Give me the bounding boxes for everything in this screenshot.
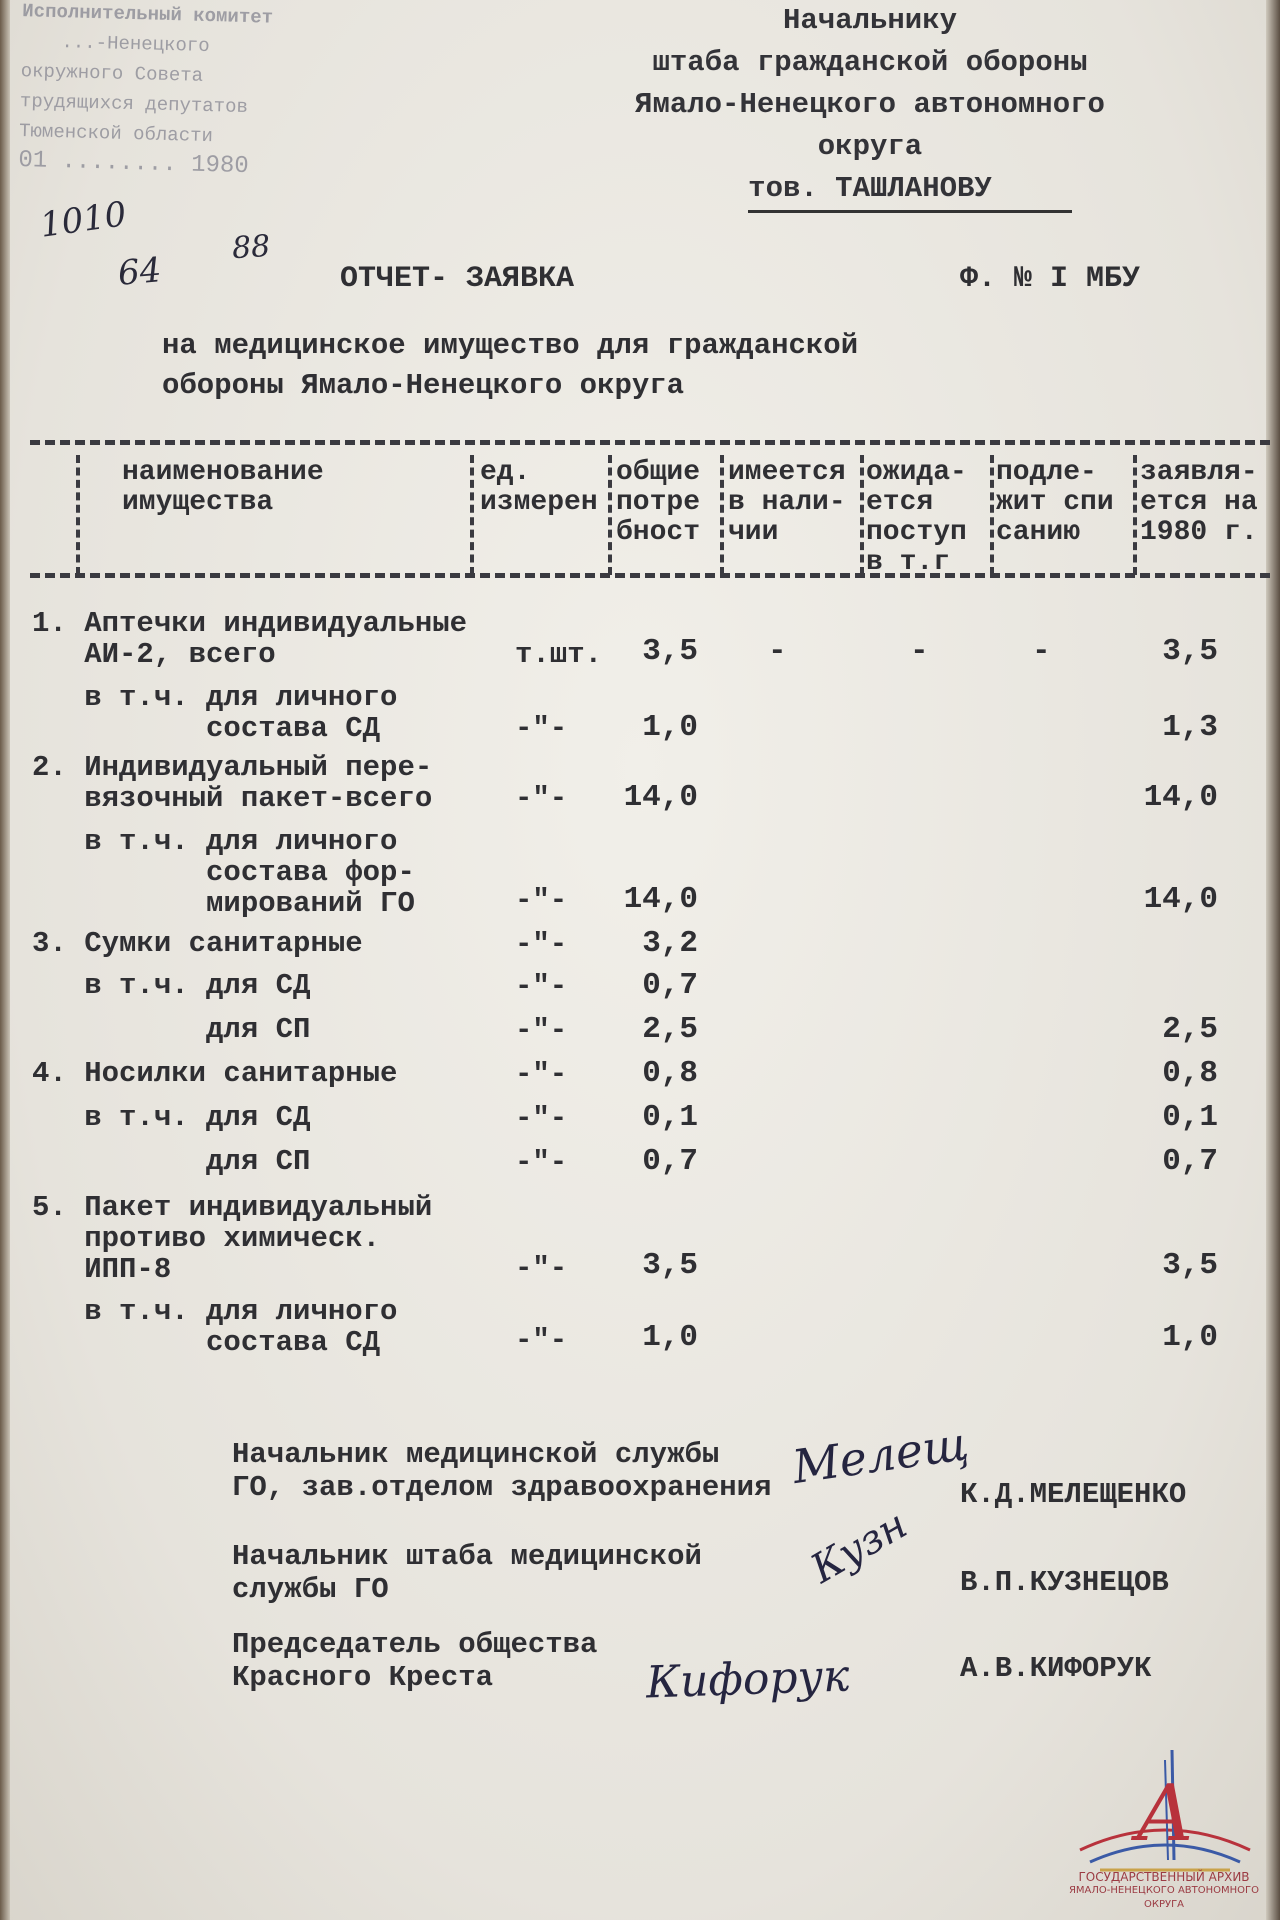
signatory-title: Председатель общества Красного Креста bbox=[232, 1628, 598, 1694]
page-edge-left bbox=[0, 0, 10, 1920]
table-row-name: 1. Аптечки индивидуальные АИ-2, всего bbox=[32, 607, 468, 671]
table-row-name: 3. Сумки санитарные bbox=[32, 927, 363, 960]
column-header-expect: ожида- ется поступ в т.г bbox=[866, 457, 967, 578]
column-divider bbox=[720, 455, 724, 575]
table-row-name: 4. Носилки санитарные bbox=[32, 1057, 398, 1090]
stamp-line: Тюменской области bbox=[18, 120, 214, 148]
table-top-rule bbox=[30, 440, 1270, 445]
table-row-request: 0,7 bbox=[1162, 1144, 1218, 1179]
form-number: Ф. № I МБУ bbox=[960, 262, 1141, 296]
table-row-name: в т.ч. для СД bbox=[32, 1101, 311, 1134]
column-divider bbox=[860, 455, 864, 575]
table-row-name: для СП bbox=[32, 1013, 311, 1046]
table-row-unit: -"- bbox=[515, 712, 568, 745]
table-row-request: 0,1 bbox=[1162, 1100, 1218, 1135]
column-header-need: общие потре бност bbox=[616, 457, 701, 548]
signatory-name: А.В.КИФОРУК bbox=[960, 1652, 1152, 1685]
table-header-rule bbox=[30, 573, 1270, 578]
table-row-need: 2,5 bbox=[642, 1012, 698, 1047]
table-row-need: 3,5 bbox=[642, 1248, 698, 1283]
column-header-have: имеется в нали- чии bbox=[728, 457, 846, 548]
table-row-unit: -"- bbox=[515, 970, 568, 1003]
table-row-need: 0,7 bbox=[642, 1144, 698, 1179]
table-row-request: 2,5 bbox=[1162, 1012, 1218, 1047]
signatory-title: Начальник медицинской службы ГО, зав.отделом здравоохранения bbox=[232, 1438, 772, 1504]
addressee-line: Начальнику bbox=[782, 4, 958, 37]
table-row-unit: -"- bbox=[515, 1146, 568, 1179]
table-row-expect: - bbox=[910, 634, 929, 669]
column-divider bbox=[76, 455, 80, 575]
document-subtitle bbox=[162, 326, 858, 406]
column-header-unit: ед. измерен bbox=[480, 457, 598, 518]
table-row-unit: -"- bbox=[515, 1058, 568, 1091]
subtitle-line: обороны Ямало-Ненецкого округа bbox=[162, 369, 685, 402]
addressee-line: округа bbox=[817, 130, 923, 163]
stamp-line: ...-Ненецкого bbox=[61, 31, 210, 58]
table-row-request: 3,5 bbox=[1162, 1248, 1218, 1283]
table-row-request: 14,0 bbox=[1143, 882, 1218, 917]
table-row-name: в т.ч. для личного состава СД bbox=[84, 681, 398, 745]
table-row-name: для СП bbox=[32, 1145, 311, 1178]
handwritten-signature: Мелещ bbox=[789, 1415, 972, 1495]
table-row-have: - bbox=[768, 634, 787, 669]
table-row-name: в т.ч. для личного состава фор- мирований ГО bbox=[84, 825, 415, 920]
signatory-name: К.Д.МЕЛЕЩЕНКО bbox=[960, 1478, 1187, 1511]
signatory-name: В.П.КУЗНЕЦОВ bbox=[960, 1566, 1169, 1599]
handwritten-code: 64 bbox=[116, 250, 163, 294]
table-row-unit: т.шт. bbox=[515, 638, 603, 671]
table-row-need: 14,0 bbox=[623, 780, 698, 815]
table-row-need: 0,7 bbox=[642, 968, 698, 1003]
column-divider bbox=[470, 455, 474, 575]
handwritten-signature: Кифорук bbox=[645, 1650, 851, 1709]
table-row-request: 1,0 bbox=[1162, 1320, 1218, 1355]
table-row-name: в т.ч. для СД bbox=[32, 969, 311, 1002]
stamp-line: трудящихся депутатов bbox=[19, 90, 249, 119]
archive-logo-line: ГОСУДАРСТВЕННЫЙ АРХИВ bbox=[1078, 1870, 1250, 1884]
registration-stamp bbox=[17, 0, 322, 204]
column-header-name: наименование имущества bbox=[122, 457, 324, 518]
table-row-request: 14,0 bbox=[1143, 780, 1218, 815]
table-row-unit: -"- bbox=[515, 928, 568, 961]
stamp-line: окружного Совета bbox=[20, 60, 204, 87]
table-row-unit: -"- bbox=[515, 1324, 568, 1357]
table-row-need: 1,0 bbox=[642, 1320, 698, 1355]
table-row-name: 2. Индивидуальный пере- вязочный пакет-всего bbox=[32, 751, 433, 815]
addressee-recipient: тов. ТАШЛАНОВУ bbox=[748, 168, 1072, 213]
table-row-need: 0,8 bbox=[642, 1056, 698, 1091]
addressee-line: штаба гражданской обороны bbox=[652, 46, 1088, 79]
addressee-block bbox=[560, 0, 1180, 213]
archive-logo-line: ЯМАЛО-НЕНЕЦКОГО АВТОНОМНОГО ОКРУГА bbox=[1068, 1885, 1260, 1910]
handwritten-signature: Кузн bbox=[803, 1501, 915, 1593]
table-row-unit: -"- bbox=[515, 884, 568, 917]
column-divider bbox=[990, 455, 994, 575]
archive-logo-letter: А bbox=[1135, 1769, 1195, 1859]
table-row-writeoff: - bbox=[1032, 634, 1051, 669]
table-row-need: 1,0 bbox=[642, 710, 698, 745]
addressee-line: Ямало-Ненецкого автономного bbox=[635, 88, 1105, 121]
table-row-unit: -"- bbox=[515, 782, 568, 815]
stamp-line: 01 ........ 1980 bbox=[18, 147, 250, 181]
table-row-name: 5. Пакет индивидуальный противо химическ. ИПП-8 bbox=[32, 1191, 433, 1286]
column-header-request: заявля- ется на 1980 г. bbox=[1140, 457, 1258, 548]
table-row-request: 0,8 bbox=[1162, 1056, 1218, 1091]
table-row-unit: -"- bbox=[515, 1102, 568, 1135]
archive-logo-text bbox=[1052, 1870, 1276, 1912]
subtitle-line: на медицинское имущество для гражданской bbox=[162, 329, 859, 362]
handwritten-number: 1010 bbox=[37, 194, 129, 246]
table-row-request: 1,3 bbox=[1162, 710, 1218, 745]
page-edge-right bbox=[1266, 0, 1280, 1920]
table-row-need: 0,1 bbox=[642, 1100, 698, 1135]
signatory-title: Начальник штаба медицинской службы ГО bbox=[232, 1540, 702, 1606]
column-divider bbox=[1133, 455, 1137, 575]
table-row-request: 3,5 bbox=[1162, 634, 1218, 669]
column-divider bbox=[608, 455, 612, 575]
stamp-line: Исполнительный комитет bbox=[21, 0, 274, 29]
table-row-need: 14,0 bbox=[623, 882, 698, 917]
handwritten-extra: 88 bbox=[230, 228, 272, 267]
table-row-name: в т.ч. для личного состава СД bbox=[84, 1295, 398, 1359]
column-header-writeoff: подле- жит спи санию bbox=[996, 457, 1114, 548]
table-row-need: 3,5 bbox=[642, 634, 698, 669]
document-title: ОТЧЕТ- ЗАЯВКА bbox=[340, 262, 575, 296]
table-row-unit: -"- bbox=[515, 1252, 568, 1285]
table-row-unit: -"- bbox=[515, 1014, 568, 1047]
table-row-need: 3,2 bbox=[642, 926, 698, 961]
